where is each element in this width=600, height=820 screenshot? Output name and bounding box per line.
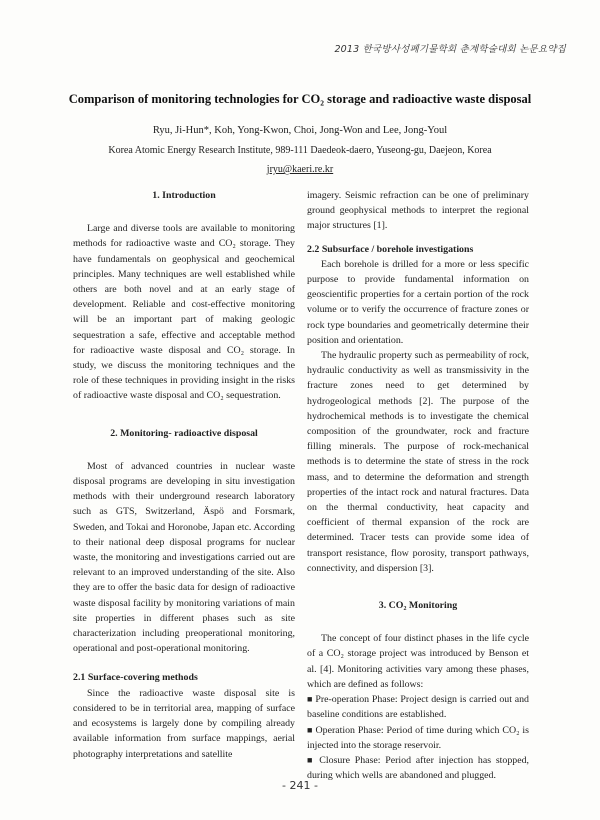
bullet-pre-operation: ■ Pre-operation Phase: Project design is carried out and baseline conditions are established. <box>307 692 529 722</box>
running-header: 2013 한국방사성폐기물학회 춘계학술대회 논문요약집 <box>334 44 566 55</box>
subsection-heading-borehole: 2.2 Subsurface / borehole investigations <box>307 243 474 255</box>
subsection-heading-surface: 2.1 Surface-covering methods <box>73 672 198 684</box>
section-heading-radioactive: 2. Monitoring- radioactive disposal <box>110 427 258 439</box>
bullet-closure: ■ Closure Phase: Period after injection has stopped, during which wells are abandoned and plugged. <box>307 753 529 783</box>
paper-title: Comparison of monitoring technologies for CO₂ storage and radioactive waste disposal <box>68 92 532 106</box>
paragraph-surface: Since the radioactive waste disposal site is considered to be in territorial area, mapping of surface and ecosystems is largely done by compiling already available information from surface mappings, aerial photography interpretations and satellite <box>73 687 295 760</box>
paragraph-radioactive: Most of advanced countries in nuclear waste disposal programs are developing in situ investigation methods with their underground research laboratory such as GTS, Switzerland, Äspö and Forsmark, Sweden, and Tokai and Horonobe, Japan etc. According to their national deep disposal programs for nuclear waste, the monitoring and investigations carried out are relevant to an improved understanding of the site. Also they are to offer the basic data for design of radioactive waste disposal facility by monitoring variations of main site properties in different phases such as site characterization including preoperational monitoring, operational and post-operational monitoring. <box>73 460 295 655</box>
paragraph-hydraulic: The hydraulic property such as permeability of rock, hydraulic conductivity as well as transmissivity in the fracture zones need to get determined by hydrogeological methods [2]. The purpose of the hydrochemical methods is to investigate the chemical composition of the groundwater, rock and fracture filling minerals. The purpose of rock-mechanical methods is to determine the state of stress in the rock mass, and to determine the deformation and strength properties of the intact rock and natural fractures. Data on the thermal conductivity, heat capacity and coefficient of thermal expansion of the rock are determined. Tracer tests can provide some idea of transport resistance, flow porosity, transport pathways, connectivity, and dispersion [3]. <box>307 350 529 574</box>
paragraph-seismic: imagery. Seismic refraction can be one of preliminary ground geophysical methods to interpret the regional major structures [1]. <box>307 190 529 232</box>
page-number: - 241 - <box>282 779 318 792</box>
right-column <box>307 188 529 783</box>
section-heading-introduction: 1. Introduction <box>152 190 216 201</box>
paragraph-borehole: Each borehole is drilled for a more or less specific purpose to provide fundamental information on geoscientific properties for a certain portion of the rock volume or to verify the occurrence of fracture zones or rock type boundaries and geometrically determine their position and orientation. <box>307 258 529 346</box>
email-line <box>0 164 600 175</box>
email-link[interactable]: jryu@kaeri.re.kr <box>266 164 334 175</box>
paragraph-introduction: Large and diverse tools are available to monitoring methods for radioactive waste and CO₂ storage. They have fundamentals on geophysical and geochemical principles. Many techniques are well established while others are both novel and at an early stage of development. Reliable and cost-effective monitoring will be an important part of making geologic sequestration a safe, effective and acceptable method for radioactive waste disposal and CO₂ storage. In study, we discuss the monitoring techniques and the role of these techniques in providing insight in the risks of radioactive waste disposal and CO₂ sequestration. <box>73 223 295 402</box>
section-heading-co2: 3. CO₂ Monitoring <box>378 600 458 612</box>
author-list: Ryu, Ji-Hun*, Koh, Yong-Kwon, Choi, Jong-Won and Lee, Jong-Youl <box>152 125 448 136</box>
bullet-operation: ■ Operation Phase: Period of time during which CO₂ is injected into the storage reservoir. <box>307 723 529 753</box>
affiliation: Korea Atomic Energy Research Institute, 989-111 Daedeok-daero, Yuseong-gu, Daejeon, Korea <box>108 145 492 156</box>
left-column <box>73 188 295 762</box>
paragraph-co2-phases: The concept of four distinct phases in the life cycle of a CO₂ storage project was introduced by Benson et al. [4]. Monitoring activities vary among these phases, which are defined as follows: <box>307 633 529 690</box>
